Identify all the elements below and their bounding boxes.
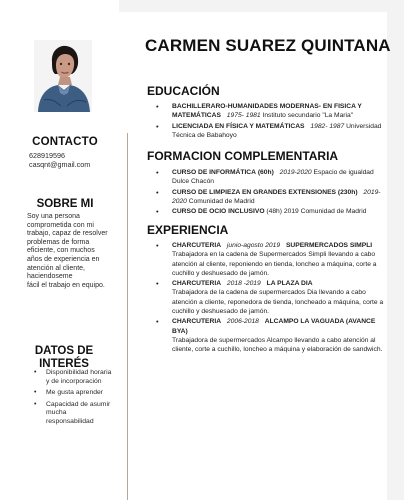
- education-item: [150, 102, 392, 121]
- experience-role: CHARCUTERIA: [172, 242, 222, 249]
- contact-heading: CONTACTO: [32, 136, 98, 148]
- education-heading: EDUCACIÓN: [147, 84, 220, 98]
- interest-list: [34, 369, 114, 430]
- education-years: 1975- 1981: [226, 112, 261, 120]
- training-course: CURSO DE OCIO INCLUSIVO: [172, 208, 265, 216]
- education-list: [150, 102, 392, 141]
- about-heading: SOBRE MI: [36, 198, 94, 210]
- experience-heading: EXPERIENCIA: [147, 223, 229, 237]
- training-place: Comunidad de Madrid: [188, 197, 255, 205]
- email-address[interactable]: casqnt@gmail.com: [29, 160, 91, 170]
- interest-item: • Disponibilidad horaria y de incorporación: [34, 369, 114, 386]
- about-line: eficiente, con muchos: [27, 247, 95, 255]
- experience-role: CHARCUTERIA: [172, 280, 222, 288]
- education-degree: BACHILLERARO-HUMANIDADES MODERNAS- EN FISICA Y MATEMÁTICAS: [172, 103, 362, 120]
- experience-company: LA PLAZA DIA: [266, 280, 313, 288]
- interest-heading: [24, 345, 104, 370]
- education-years: 1982- 1987: [310, 122, 345, 130]
- training-place: Espacio de igualdad Dulce Chacón: [172, 169, 374, 186]
- training-years: 2019-2020: [279, 169, 312, 176]
- education-degree: LICENCIADA EN FÍSICA Y MATEMÁTICAS: [172, 122, 305, 130]
- training-hours: (60h): [257, 169, 274, 176]
- experience-description: Trabajadora en la cadena de Supermercados Simpli llevando a cabo atención al cliente, reponiendo en tienda, loncheo a máquina, corte a cuchillo y deshuesado de jamón.: [172, 251, 377, 277]
- interest-heading-line-1: DATOS DE: [34, 345, 94, 357]
- experience-list: [150, 241, 392, 356]
- experience-role: CHARCUTERIA: [172, 318, 222, 326]
- training-course: CURSO DE LIMPIEZA EN GRANDES EXTENSIONES (230h): [172, 188, 358, 196]
- about-line: años de experiencia en: [27, 255, 100, 263]
- training-hours: (48h): [266, 208, 283, 216]
- training-years: 2019-2020: [172, 188, 381, 205]
- about-line: problemas de forma: [27, 238, 90, 246]
- sidebar: [0, 0, 119, 500]
- interest-item: • Me gusta aprender: [34, 389, 114, 398]
- about-text: [27, 213, 115, 290]
- about-line: Soy una persona: [27, 213, 80, 220]
- training-item: [150, 168, 392, 187]
- education-institution: Universidad Técnica de Babahoyo: [172, 122, 382, 139]
- about-line: haciendoseme: [27, 273, 73, 281]
- about-line: comprometida con mi: [27, 221, 94, 229]
- education-institution: Instituto secundario "La Maria": [262, 112, 354, 120]
- contact-details: [29, 151, 90, 170]
- training-heading: FORMACION COMPLEMENTARIA: [147, 149, 339, 163]
- experience-period: junio-agosto 2019: [226, 242, 281, 249]
- interest-heading-line-2: INTERÉS: [39, 357, 89, 370]
- experience-description: Trabajadora de la cadena de supermercados Dia llevando a cabo atención a cliente, reponedora de tienda, loncheado a máquina, corte a cuchillo y deshuesado de jamón.: [172, 289, 384, 316]
- experience-description: Trabajadora de supermercados Alcampo llevando a cabo atención al cliente, corte a cuchillo, loncheo a máquina y elaboración de sandwich.: [172, 336, 383, 354]
- training-place: Comunidad de Madrid: [300, 208, 367, 216]
- experience-item: [150, 279, 392, 316]
- about-line: fácil el trabajo en equipo.: [27, 281, 105, 289]
- experience-company: ALCAMPO LA VAGUADA (AVANCE BYA): [172, 318, 376, 335]
- phone-number[interactable]: 628919596: [29, 151, 65, 160]
- training-course: CURSO DE INFORMÁTICA: [172, 169, 256, 176]
- training-item: [150, 207, 392, 216]
- experience-period: 2018 -2019: [226, 280, 261, 288]
- training-item: [150, 188, 392, 207]
- interest-item: • Capacidad de asumir mucha responsabilidad: [34, 401, 114, 427]
- candidate-name: CARMEN SUAREZ QUINTANA: [145, 36, 391, 55]
- experience-company: SUPERMERCADOS SIMPLI: [285, 242, 373, 249]
- experience-item: [150, 241, 392, 278]
- portrait-illustration: [34, 40, 92, 112]
- training-years: 2019: [283, 208, 299, 216]
- about-line: trabajo, capaz de resolver: [27, 230, 108, 238]
- training-list: [150, 168, 392, 217]
- profile-photo: [34, 40, 92, 112]
- about-line: atención al cliente,: [27, 264, 85, 272]
- education-item: [150, 122, 392, 141]
- experience-item: [150, 317, 392, 354]
- experience-period: 2006-2018: [226, 318, 259, 326]
- column-divider: [127, 133, 128, 500]
